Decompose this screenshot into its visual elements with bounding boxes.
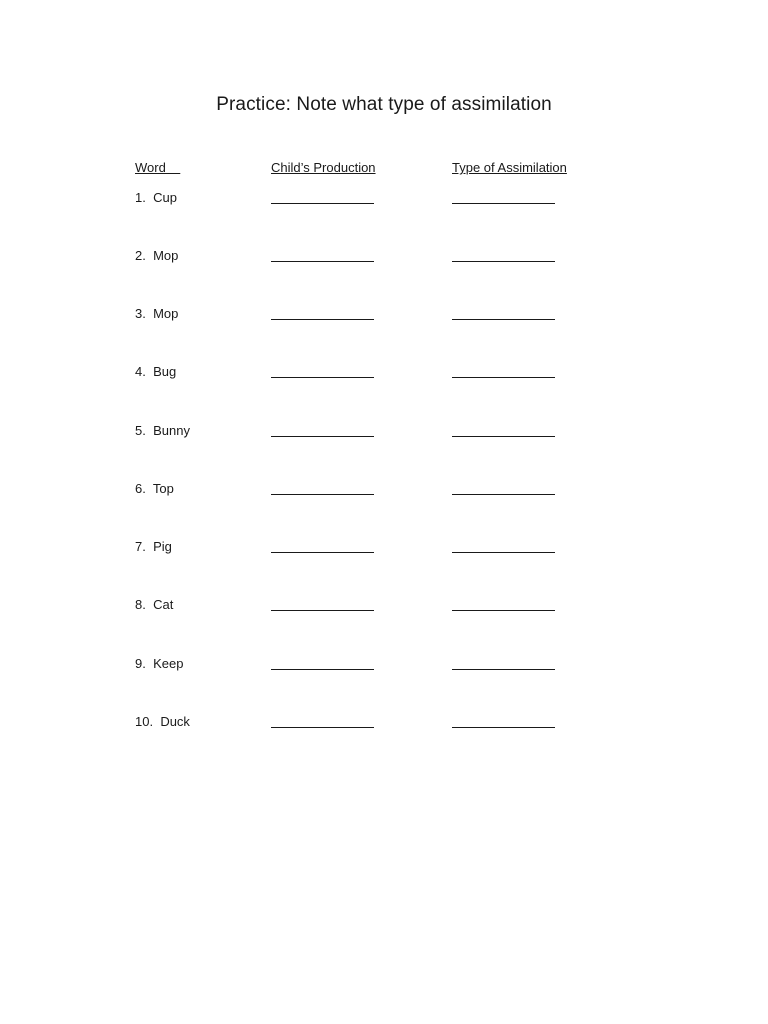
childs-production-blank[interactable] xyxy=(271,539,374,553)
assimilation-type-blank[interactable] xyxy=(452,656,555,670)
list-item xyxy=(0,423,768,443)
list-item xyxy=(0,248,768,268)
list-item xyxy=(0,364,768,384)
assimilation-type-blank[interactable] xyxy=(452,248,555,262)
word-cell xyxy=(135,248,178,263)
practice-word: Bunny xyxy=(153,423,190,438)
item-number: 3. xyxy=(135,306,146,321)
list-item xyxy=(0,481,768,501)
item-number: 1. xyxy=(135,190,146,205)
childs-production-blank[interactable] xyxy=(271,306,374,320)
childs-production-column-header: Child’s Production xyxy=(271,160,376,175)
item-number: 5. xyxy=(135,423,146,438)
word-column-header: Word xyxy=(135,160,181,175)
word-cell xyxy=(135,539,172,554)
list-item xyxy=(0,306,768,326)
item-number: 8. xyxy=(135,597,146,612)
list-item xyxy=(0,190,768,210)
childs-production-blank[interactable] xyxy=(271,656,374,670)
word-cell xyxy=(135,423,190,438)
item-number: 10. xyxy=(135,714,154,729)
word-cell xyxy=(135,597,173,612)
practice-word: Cup xyxy=(153,190,177,205)
assimilation-type-blank[interactable] xyxy=(452,306,555,320)
childs-production-blank[interactable] xyxy=(271,714,374,728)
childs-production-blank[interactable] xyxy=(271,248,374,262)
word-cell xyxy=(135,306,178,321)
childs-production-blank[interactable] xyxy=(271,597,374,611)
childs-production-blank[interactable] xyxy=(271,364,374,378)
word-cell xyxy=(135,481,174,496)
list-item xyxy=(0,597,768,617)
list-item xyxy=(0,714,768,734)
childs-production-blank[interactable] xyxy=(271,481,374,495)
practice-word: Mop xyxy=(153,248,179,263)
childs-production-blank[interactable] xyxy=(271,423,374,437)
item-number: 9. xyxy=(135,656,146,671)
item-number: 7. xyxy=(135,539,146,554)
list-item xyxy=(0,539,768,559)
item-number: 2. xyxy=(135,248,146,263)
word-cell xyxy=(135,364,176,379)
item-number: 4. xyxy=(135,364,146,379)
assimilation-type-blank[interactable] xyxy=(452,597,555,611)
assimilation-type-blank[interactable] xyxy=(452,364,555,378)
practice-word: Mop xyxy=(153,306,179,321)
word-cell xyxy=(135,190,177,205)
assimilation-type-column-header: Type of Assimilation xyxy=(452,160,567,175)
word-cell xyxy=(135,656,183,671)
assimilation-type-blank[interactable] xyxy=(452,481,555,495)
practice-word: Bug xyxy=(153,364,177,379)
assimilation-type-blank[interactable] xyxy=(452,423,555,437)
assimilation-type-blank[interactable] xyxy=(452,190,555,204)
practice-word: Duck xyxy=(160,714,190,729)
practice-word: Pig xyxy=(153,539,172,554)
practice-word: Cat xyxy=(153,597,174,612)
assimilation-type-blank[interactable] xyxy=(452,539,555,553)
practice-word: Top xyxy=(152,481,174,496)
assimilation-type-blank[interactable] xyxy=(452,714,555,728)
column-header-row xyxy=(0,160,768,180)
list-item xyxy=(0,656,768,676)
word-cell xyxy=(135,714,190,729)
page-title: Practice: Note what type of assimilation xyxy=(216,94,552,115)
childs-production-blank[interactable] xyxy=(271,190,374,204)
item-number: 6. xyxy=(135,481,146,496)
practice-word: Keep xyxy=(153,656,184,671)
